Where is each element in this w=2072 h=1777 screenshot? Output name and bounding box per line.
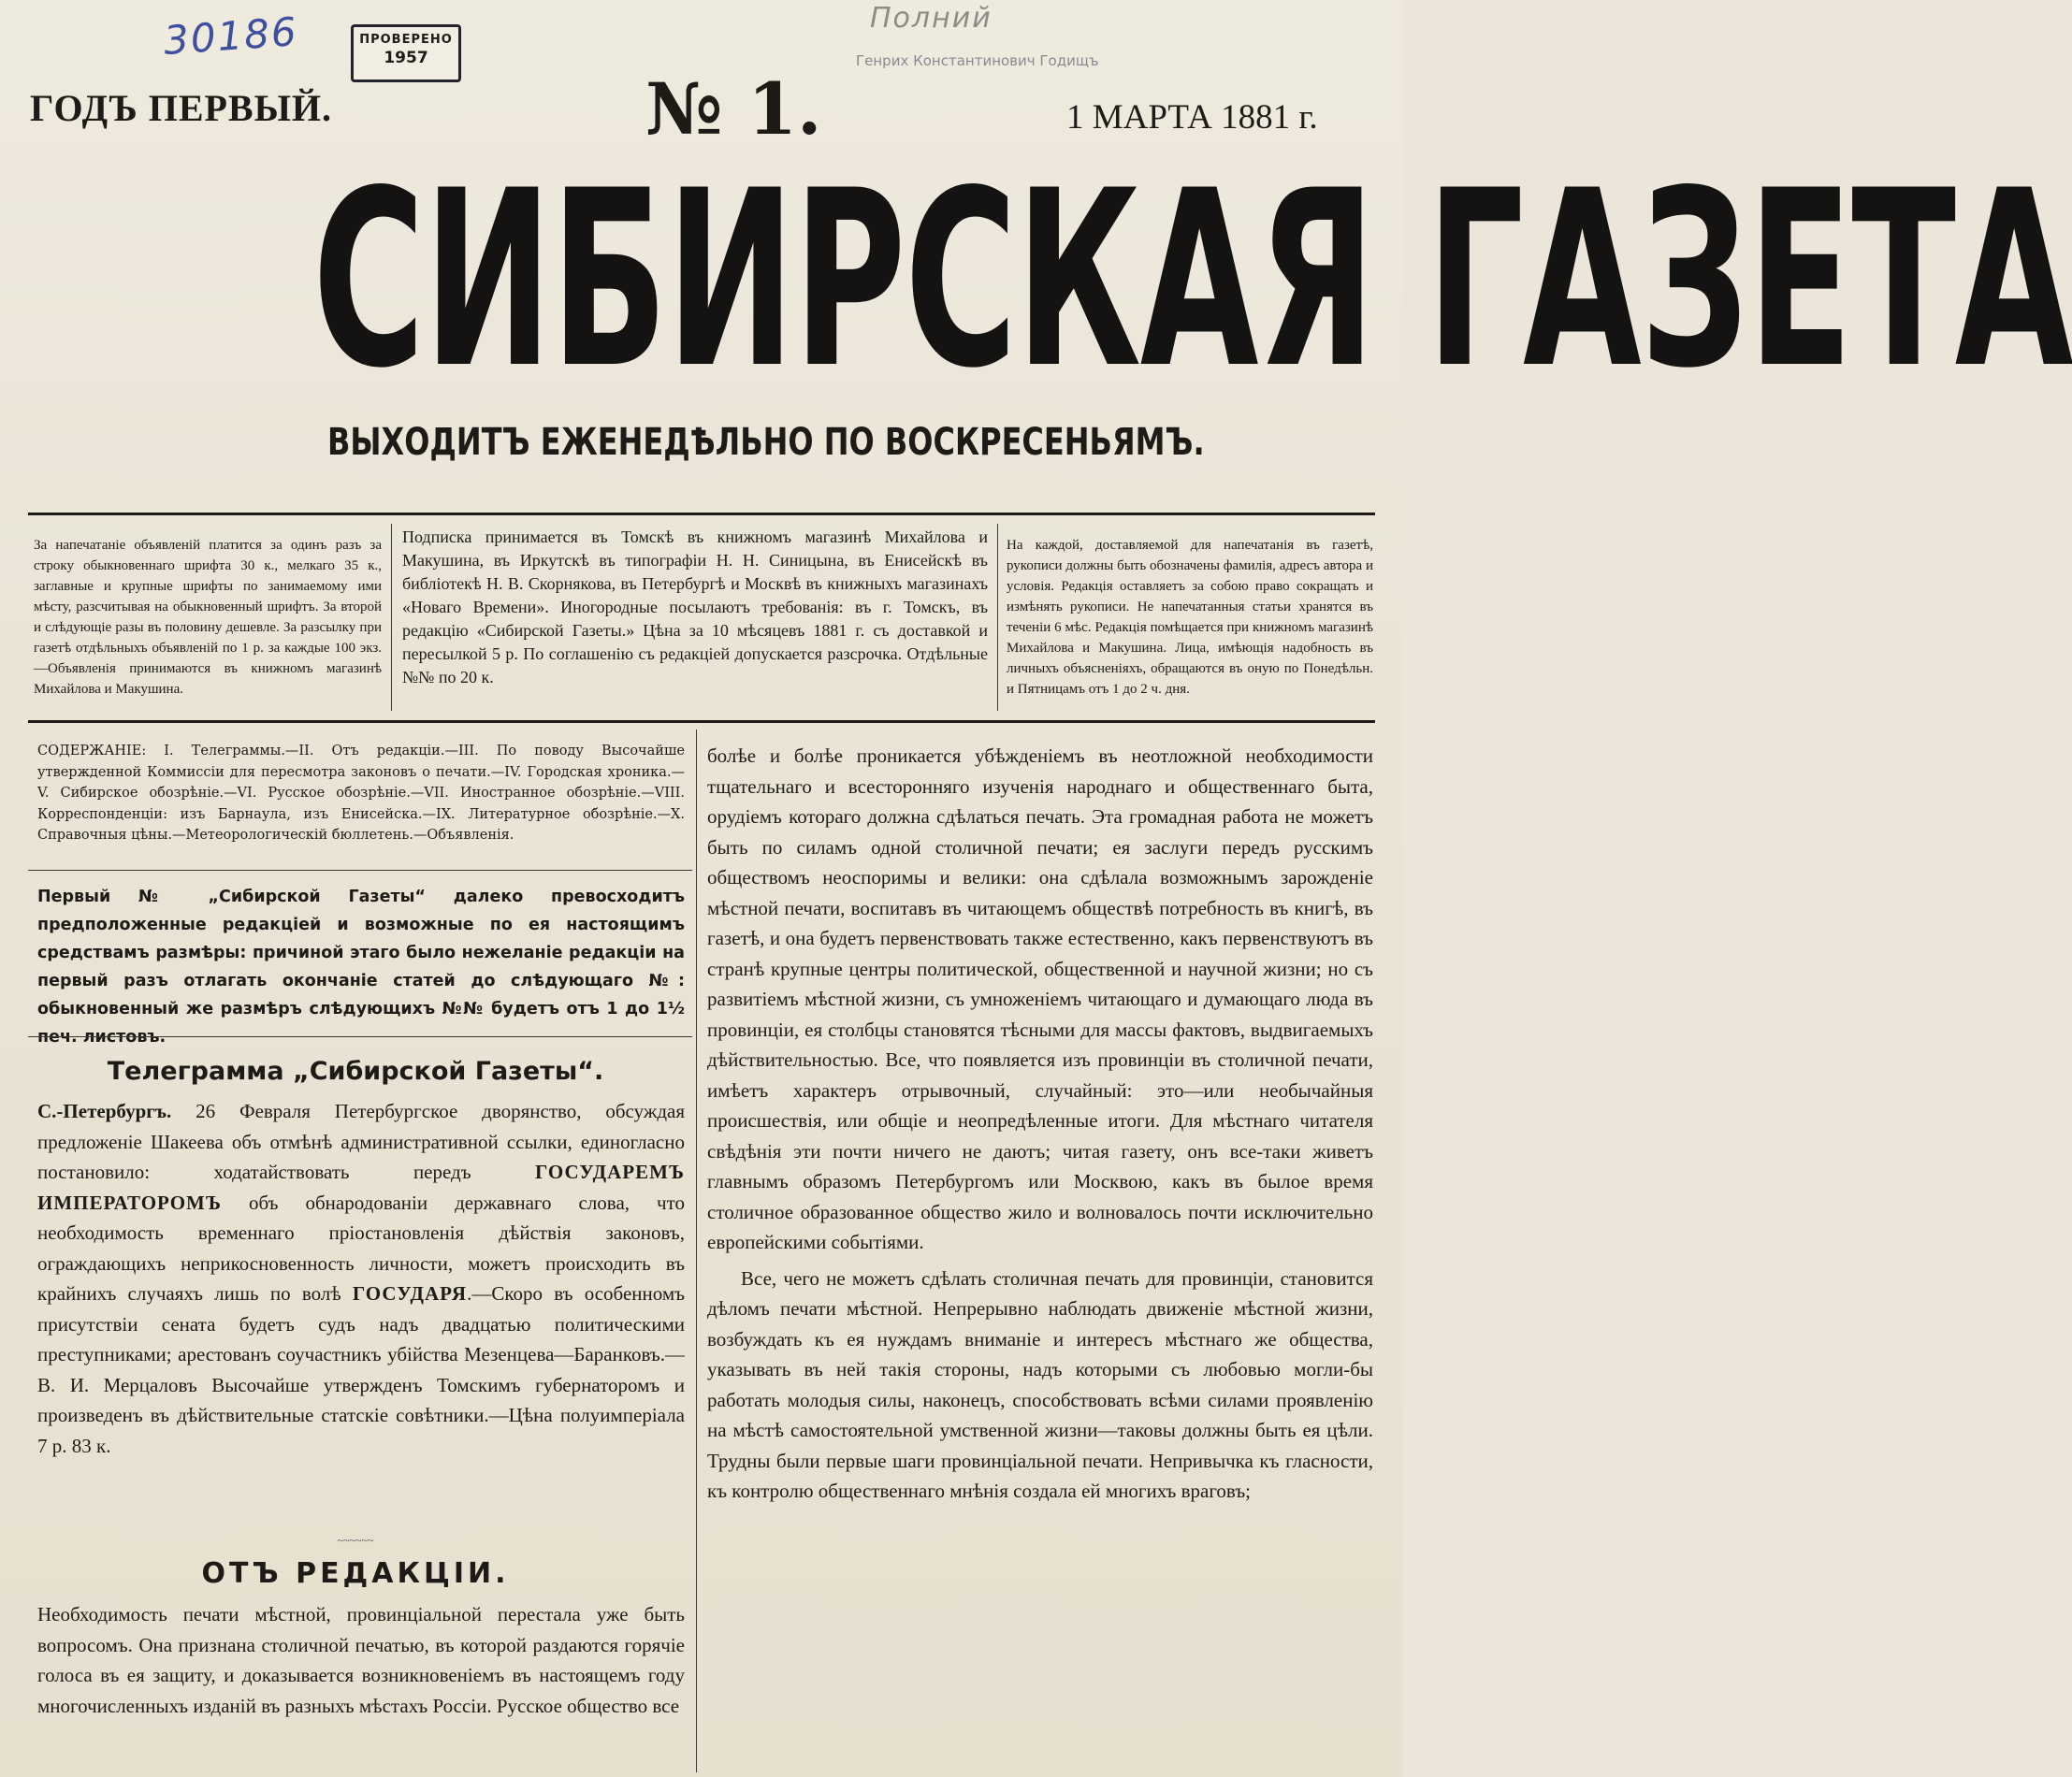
editorial-note: Первый № „Сибирской Газеты“ далеко превосходитъ предположенные редакціей и возможные по ея настоящимъ средствамъ размѣры: причиной этаго было нежеланіе редакціи на первый разъ отлагать окончаніе статей до слѣдующаго №: обыкновенный же размѣръ слѣдующихъ №№ будетъ отъ 1 до 1½ печ. листовъ. <box>37 888 685 1047</box>
editorial-left-text: Необходимость печати мѣстной, провинціальной перестала уже быть вопросомъ. Она признана столичной печатью, въ которой раздаются горячіе голоса въ ея защиту, и доказывается возникновеніемъ въ настоящемъ году многочисленныхъ изданій въ разныхъ мѣстахъ Россіи. Русское общество все <box>37 1603 685 1717</box>
telegram-city: С.-Петербургъ. <box>37 1100 172 1122</box>
telegram-emphasis-2: ГОСУДАРЯ <box>352 1282 468 1305</box>
stamp-line-2: 1957 <box>384 49 428 67</box>
library-stamp <box>351 24 461 82</box>
manuscripts-notice: На каждой, доставляемой для напечатанія въ газетѣ, рукописи должны быть обозначены фамилія, адресъ автора и условія. Редакція оставляетъ за собою право сокращать и измѣнять рукописи. Не напечатанныя статьи хранятся въ теченіи 6 мѣс. Редакція помѣщается при книжномъ магазинѣ Михайлова и Макушина. Лица, имѣющія надобность въ личныхъ объясненіяхъ, обращаются въ оную по Понедѣльн. и Пятницамъ отъ 1 до 2 ч. дня. <box>1007 538 1373 697</box>
editorial-right-column <box>707 741 1373 1507</box>
editorial-paragraph-1: болѣе и болѣе проникается убѣжденіемъ въ неотложной необходимости тщательнаго и всесторонняго изученія народнаго и общественнаго быта, орудіемъ котораго должна сдѣлаться печать. Эта громадная работа не можетъ быть по силамъ одной столичной печати; ея заслуги передъ русскимъ обществомъ неоспоримы и велики: она сдѣлала возможнымъ зарожденіе мѣстной печати, воспитавъ въ читающемъ обществѣ потребность въ книгѣ, въ газетѣ, и она будетъ первенствовать также естественно, какъ первенствуютъ въ странѣ крупные центры политической, общественной и научной жизни; но съ развитіемъ мѣстной жизни, съ умноженіемъ читающаго и думающаго люда въ провинціи, ея столбцы становятся тѣсными для массы фактовъ, выдвигаемыхъ дѣйствительностью. Все, что появляется изъ провинціи въ столичной печати, имѣетъ характеръ отрывочный, случайный: это—или необычайныя происшествія, или общіе и неопредѣленные итоги. Для мѣстнаго читателя свѣдѣнія эти почти ничего не даютъ; читая газету, онъ все-таки живетъ главнымъ образомъ Петербургомъ или Москвою, какъ въ былое время столичное образованное общество жило и волновалось почти исключительно европейскими событіями. <box>707 744 1373 1253</box>
editorial-heading: ОТЪ РЕДАКЦІИ. <box>201 1557 510 1590</box>
notice-divider-left <box>391 524 392 711</box>
notice-divider-right <box>997 524 998 711</box>
stamp-line-1: ПРОВЕРЕНО <box>359 33 453 47</box>
handwritten-catalog-number: 30186 <box>162 8 300 64</box>
telegram-text-a: 26 Февраля Петербургское дворянство, обсуждая предложеніе Шакеева объ отмѣнѣ административной ссылки, единогласно постановило: ходатайствовать передъ <box>37 1100 685 1183</box>
section-ornament: ~~~~~~ <box>337 1534 374 1547</box>
telegram-heading: Телеграмма „Сибирской Газеты“. <box>107 1057 604 1086</box>
note-rule <box>28 1036 692 1037</box>
handwritten-name: Полний <box>870 2 993 35</box>
year-label: ГОДЪ ПЕРВЫЙ. <box>30 87 332 129</box>
subscription-notice: Подписка принимается въ Томскѣ въ книжномъ магазинѣ Михайлова и Макушина, въ Иркутскѣ въ типографіи Н. Н. Синицына, въ Енисейскѣ въ библіотекѣ Н. В. Скорнякова, въ Петербургѣ и Москвѣ въ книжныхъ магазинахъ «Новаго Времени». Иногородные посылаютъ требованія: въ г. Томскъ, въ редакцію «Сибирской Газеты.» Цѣна за 10 мѣсяцевъ 1881 г. съ доставкой и пересылкой 5 р. По соглашенію съ редакціей допускается разсрочка. Отдѣльные №№ по 20 к. <box>402 527 988 686</box>
editorial-paragraph-2: Все, чего не можетъ сдѣлать столичная печать для провинціи, становится дѣломъ печати мѣстной. Непрерывно наблюдать движеніе мѣстной жизни, возбуждать къ ея нуждамъ вниманіе и интересъ мѣстнаго же общества, указывать въ ней такія стороны, надъ которыми съ любовью могли-бы работать молодыя силы, наконецъ, способствовать всѣми силами проявленію на мѣстѣ самостоятельной умственной жизни—таковы должны быть ея цѣли. Трудны были первые шаги провинціальной печати. Непривычка къ гласности, къ контролю общественнаго мнѣнія создала ей многихъ враговъ; <box>707 1266 1373 1502</box>
ads-notice: За напечатаніе объявленій платится за одинъ разъ за строку обыкновеннаго шрифта 30 к., мелкаго 35 к., заглавные и крупные шрифты по занимаемому ими мѣсту, разсчитывая на обыкновенный шрифтъ. За второй и слѣдующіе разы въ половину дешевле. За разсылку при газетѣ отдѣльныхъ объявленій по 1 р. за каждые 100 экз.—Объявленія принимаются въ книжномъ магазинѣ Михайлова и Макушина. <box>34 538 382 697</box>
masthead-title: СИБИРСКАЯ ГАЗЕТА <box>312 139 2072 422</box>
mid-divider-rule <box>28 720 1375 723</box>
issue-date: 1 МАРТА 1881 г. <box>1066 98 1318 137</box>
contents-rule <box>28 870 692 871</box>
telegram-text <box>37 1096 685 1461</box>
column-divider <box>696 730 697 1772</box>
issue-number: № 1. <box>645 67 822 151</box>
telegram-text-c: .—Скоро въ особенномъ присутствіи сената будетъ судъ надъ двадцатью политическими преступниками; арестованъ соучастникъ убійства Мезенцева—Баранковъ.—В. И. Мерцаловъ Высочайше утвержденъ Томскимъ губернаторомъ и произведенъ въ дѣйствительные статскіе совѣтники.—Цѣна полуимперіала 7 р. 83 к. <box>37 1282 685 1457</box>
faint-owner-stamp: Генрих Константинович Годищъ <box>856 52 1099 69</box>
telegram-emphasis-1: ГОСУДАРЕМЪ ИМПЕРАТОРОМЪ <box>37 1161 685 1214</box>
table-of-contents: СОДЕРЖАНІЕ: I. Телеграммы.—II. Отъ редакціи.—III. По поводу Высочайше утвержденной Коммиссіи для пересмотра законовъ о печати.—IV. Городская хроника.—V. Сибирское обозрѣніе.—VI. Русское обозрѣніе.—VII. Иностранное обозрѣніе.—VIII. Корреспонденціи: изъ Барнаула, изъ Енисейска.—IX. Литературное обозрѣніе.—X. Справочныя цѣны.—Метеорологическій бюллетень.—Объявленія. <box>37 744 685 843</box>
publication-frequency: ВЫХОДИТЪ ЕЖЕНЕДѢЛЬНО ПО ВОСКРЕСЕНЬЯМЪ. <box>327 421 1205 464</box>
telegram-text-b: объ обнародованіи державнаго слова, что необходимость временнаго пріостановленія дѣйствія законовъ, ограждающихъ неприкосновенность личности, можетъ происходить въ крайнихъ случаяхъ лишь по волѣ <box>37 1191 685 1305</box>
top-divider-rule <box>28 513 1375 515</box>
